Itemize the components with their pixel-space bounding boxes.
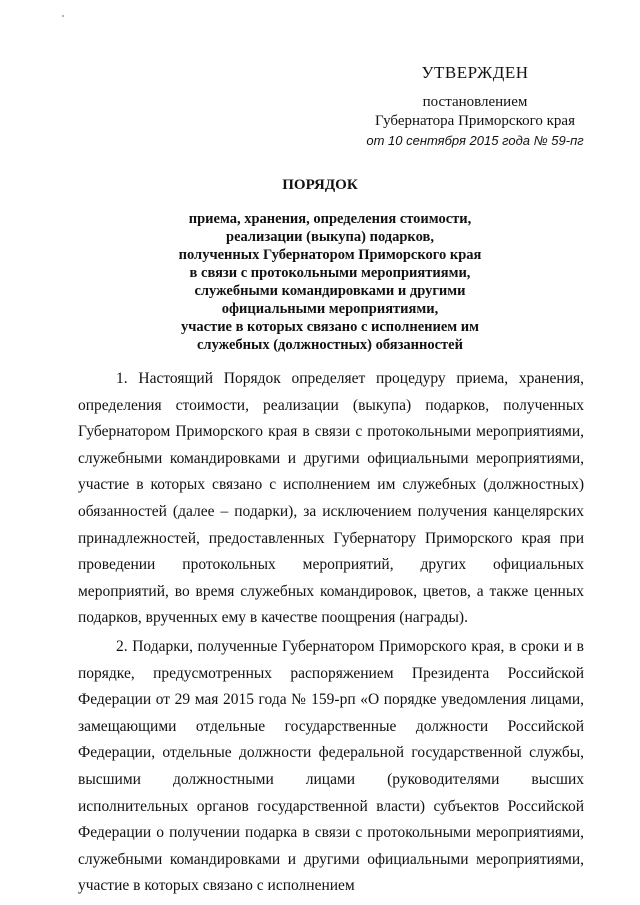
subtitle-line: служебными командировками и другими (194, 283, 466, 299)
approval-block (360, 62, 590, 150)
approval-date-stamp: от 10 сентября 2015 года № 59-пг (366, 133, 584, 148)
subtitle-line: приема, хранения, определения стоимости, (188, 211, 472, 227)
document-body (78, 366, 584, 902)
paragraph-1: 1. Настоящий Порядок определяет процедуру приема, хранения, определения стоимости, реализации (выкупа) подарков, полученных Губернатором Приморского края в связи с протокольными мероприятиями, служебными командировками и другими официальными мероприятиями, участие в которых связано с исполнением им служебных (должностных) обязанностей (далее – подарки), за исключением получения канцелярских принадлежностей, предоставленных Губернатору Приморского края при проведении протокольных мероприятий, других официальных мероприятий, во время служебных командировок, цветов, а также ценных подарков, врученных ему в качестве поощрения (награды). (78, 370, 584, 627)
scan-speck (62, 15, 64, 17)
document-title: ПОРЯДОК (282, 177, 358, 193)
approval-line-1: постановлением (422, 94, 528, 110)
document-subtitle (120, 210, 540, 354)
approval-line-2: Губернатора Приморского края (375, 113, 575, 129)
subtitle-line: служебных (должностных) обязанностей (197, 337, 463, 353)
subtitle-line: в связи с протокольными мероприятиями, (189, 265, 471, 281)
subtitle-line: реализации (выкупа) подарков, (226, 229, 434, 245)
subtitle-line: официальными мероприятиями, (221, 301, 439, 317)
subtitle-line: участие в которых связано с исполнением им (180, 319, 480, 335)
approval-heading: УТВЕРЖДЕН (421, 63, 529, 82)
paragraph-2: 2. Подарки, полученные Губернатором Приморского края, в сроки и в порядке, предусмотренных распоряжением Президента Российской Федерации от 29 мая 2015 года № 159-рп «О порядке уведомления лицами, замещающими отдельные государственные должности Российской Федерации, отдельные должности федеральной государственной службы, высшими должностными лицами (руководителями высших исполнительных органов государственной власти) субъектов Российской Федерации о получении подарка в связи с протокольными мероприятиями, служебными командировками и другими официальными мероприятиями, участие в которых связано с исполнением (78, 637, 584, 895)
subtitle-line: полученных Губернатором Приморского края (178, 247, 482, 263)
